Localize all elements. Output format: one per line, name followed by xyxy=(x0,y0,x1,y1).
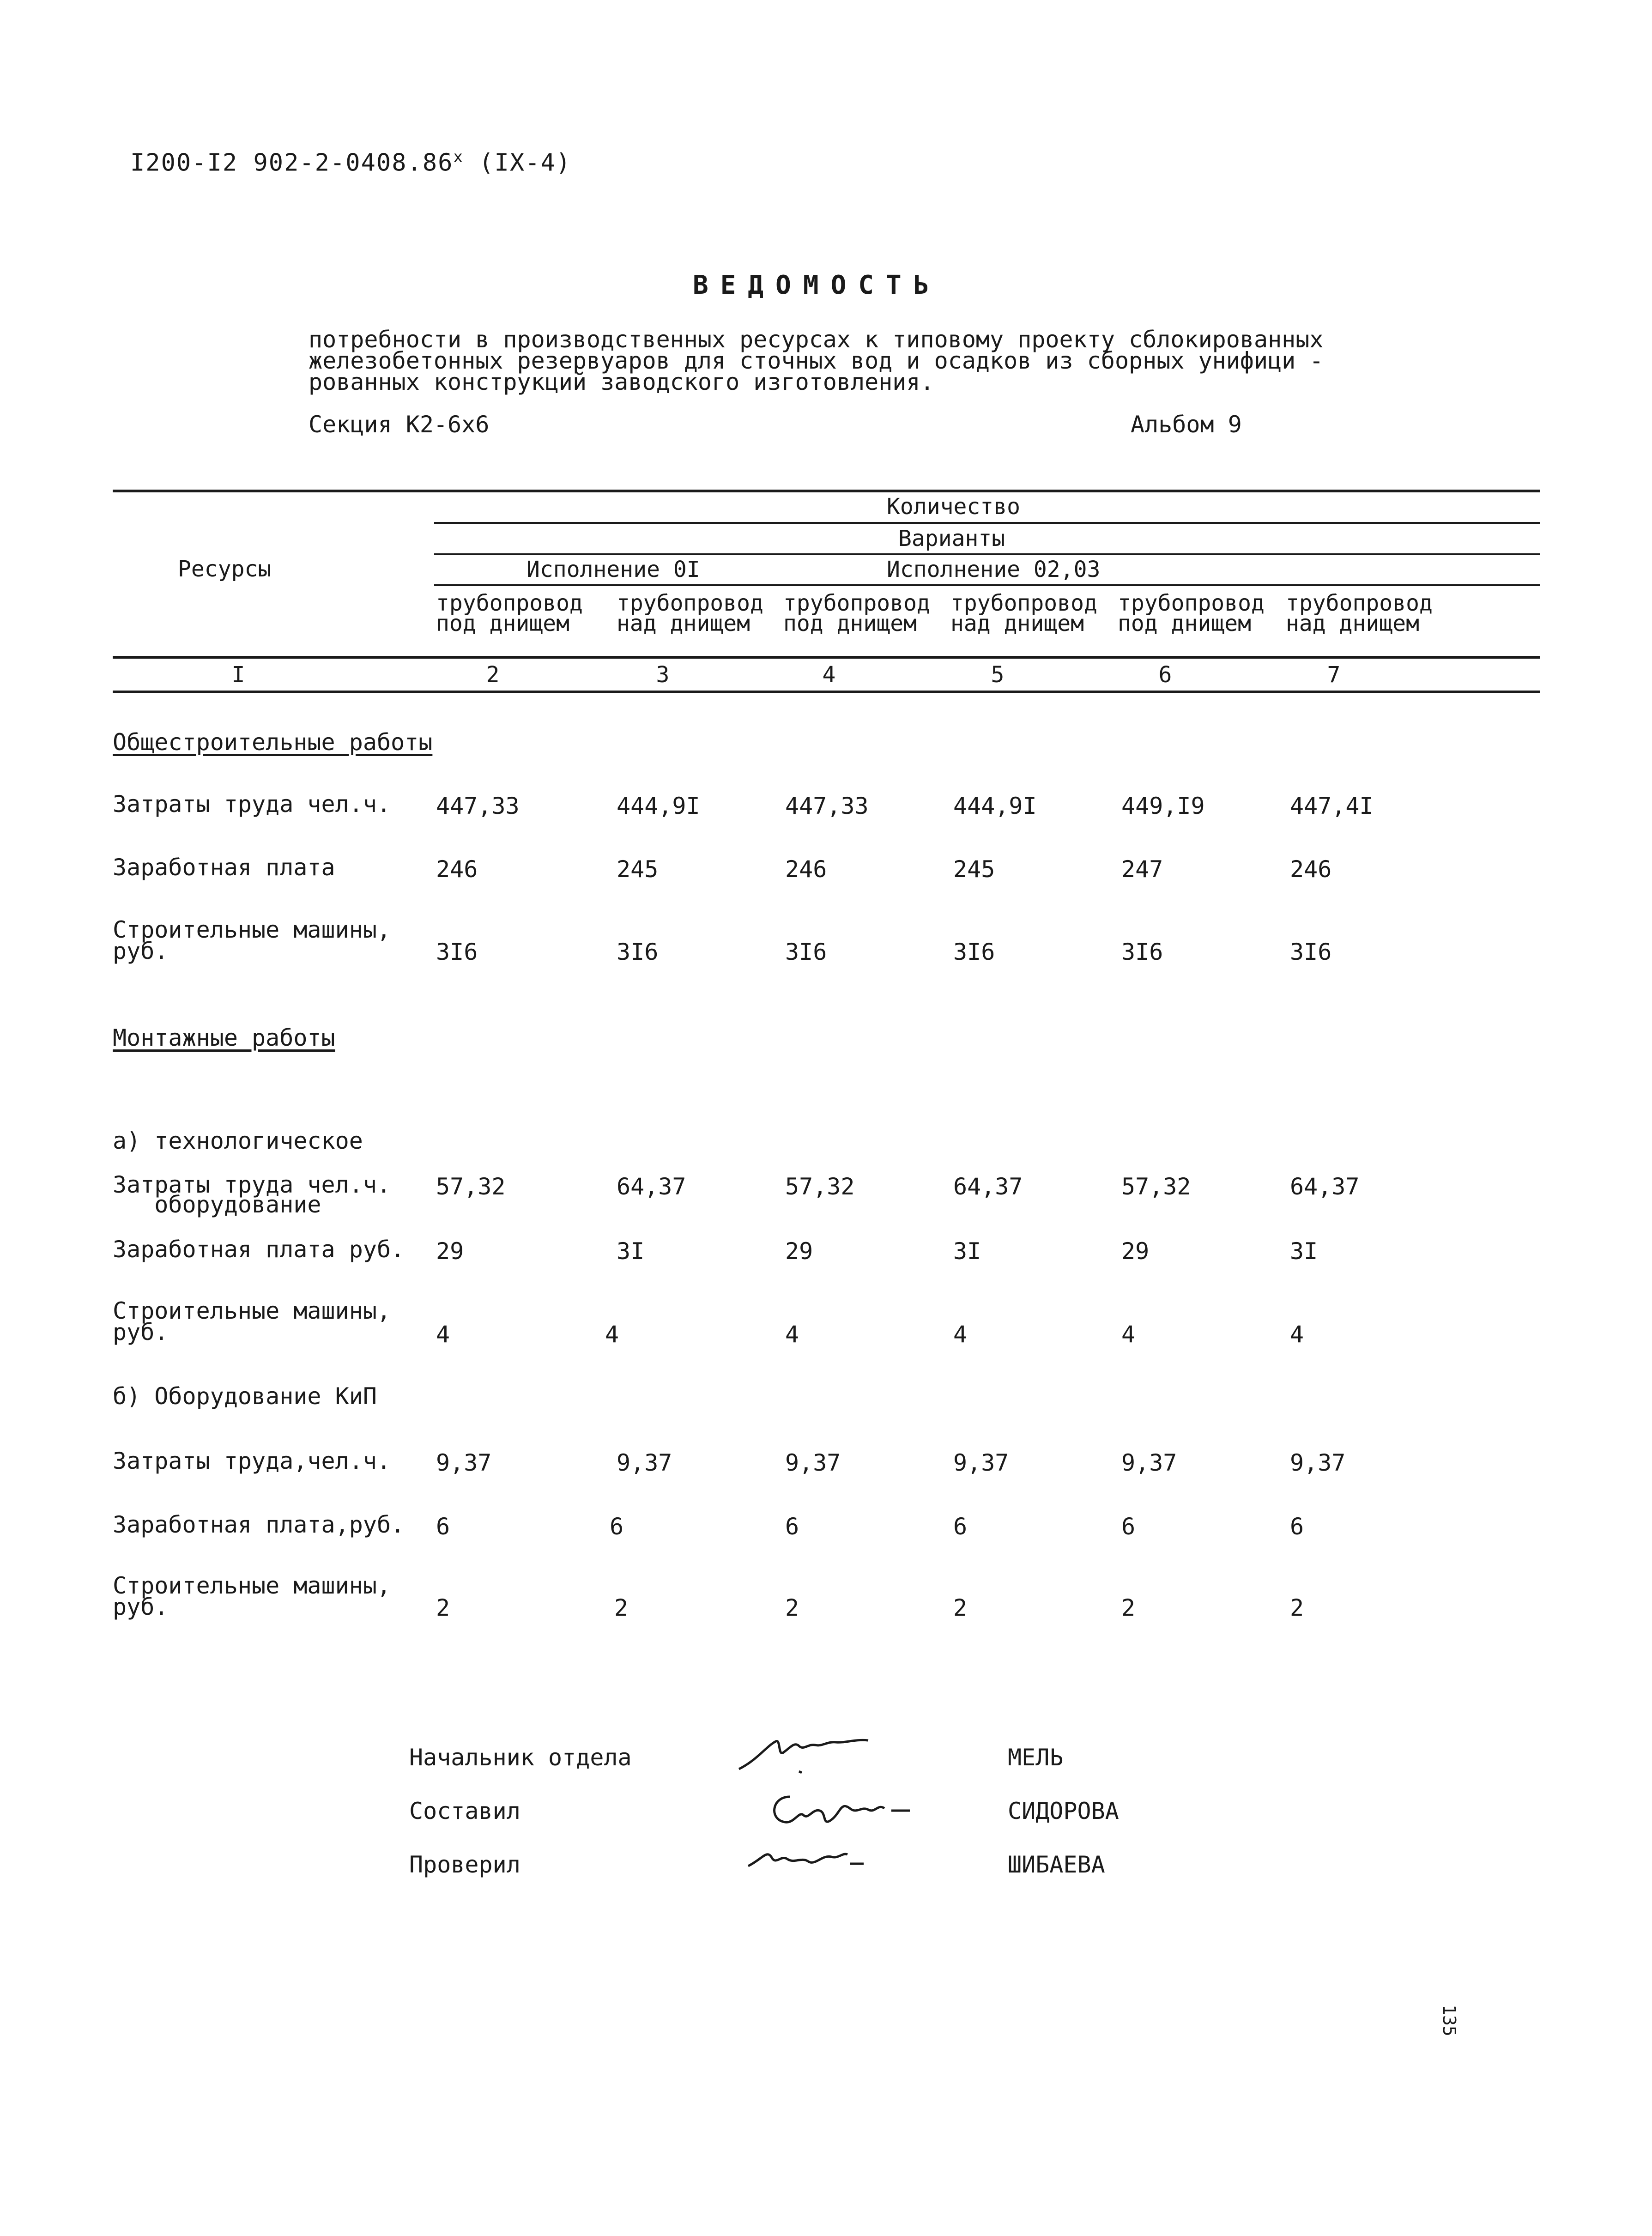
table-cell: 6 xyxy=(953,1513,968,1540)
table-cell: 2 xyxy=(1290,1594,1304,1621)
table-cell: 29 xyxy=(785,1238,813,1265)
column-number: 5 xyxy=(991,662,1005,688)
table-cell: 4 xyxy=(785,1321,799,1348)
album-label: Альбом 9 xyxy=(1131,411,1242,438)
subheader-line: над днищем xyxy=(617,611,750,636)
table-cell: 447,4I xyxy=(1290,793,1374,819)
document-code-text: I200-I2 902-2-0408.86 xyxy=(130,149,454,177)
subsection-title-line: а) технологическое xyxy=(113,1127,363,1154)
subheader-line: трубопровод xyxy=(1286,590,1433,616)
row-label-line: руб. xyxy=(113,938,169,964)
variants-rule xyxy=(434,553,1540,555)
table-cell: 9,37 xyxy=(953,1449,1009,1476)
table-cell: 444,9I xyxy=(953,793,1037,819)
table-cell: 64,37 xyxy=(1290,1173,1360,1200)
execution-02-03-header: Исполнение 02,03 xyxy=(887,557,1101,582)
table-cell: 2 xyxy=(785,1594,799,1621)
table-cell: 447,33 xyxy=(436,793,520,819)
table-cell: 6 xyxy=(610,1513,624,1540)
signature-name: МЕЛЬ xyxy=(1008,1744,1064,1771)
table-cell: 3I6 xyxy=(1121,939,1163,965)
section-general-works: Общестроительные работы xyxy=(113,729,433,756)
table-cell: 4 xyxy=(1121,1321,1136,1348)
column-numbers-rule xyxy=(113,691,1540,693)
signature-scribble-head xyxy=(730,1727,887,1778)
quantity-rule xyxy=(434,522,1540,524)
subheader-col6 xyxy=(1118,590,1265,636)
subheader-line: под днищем xyxy=(783,611,917,636)
row-label-line: руб. xyxy=(113,1594,169,1620)
document-title: ВЕДОМОСТЬ xyxy=(693,270,941,300)
row-label-line: Строительные машины, xyxy=(113,1297,391,1324)
execution-rule xyxy=(434,584,1540,586)
table-cell: 3I6 xyxy=(1290,939,1332,965)
signature-name: ШИБАЕВА xyxy=(1008,1851,1105,1878)
subheader-col7 xyxy=(1286,590,1433,636)
table-cell: 245 xyxy=(953,856,995,883)
subheader-col4 xyxy=(783,590,930,636)
table-cell: 246 xyxy=(1290,856,1332,883)
subsection-title-line: оборудование xyxy=(113,1191,321,1218)
table-cell: 4 xyxy=(605,1321,619,1348)
subsection-b-title: б) Оборудование КиП xyxy=(113,1383,377,1410)
table-cell: 4 xyxy=(953,1321,968,1348)
row-label: Затраты труда чел.ч. xyxy=(113,791,391,818)
row-label: Затраты труда чел.ч. xyxy=(113,1171,391,1198)
table-cell: 57,32 xyxy=(785,1173,855,1200)
column-number: 3 xyxy=(656,662,670,688)
subheader-line: трубопровод xyxy=(950,590,1097,616)
table-cell: 6 xyxy=(1121,1513,1136,1540)
section-assembly-works: Монтажные работы xyxy=(113,1024,335,1051)
table-cell: 2 xyxy=(436,1594,450,1621)
table-cell: 9,37 xyxy=(436,1449,492,1476)
table-cell: 2 xyxy=(614,1594,629,1621)
subsection-a-title xyxy=(113,1088,363,1236)
table-cell: 3I6 xyxy=(436,939,478,965)
table-cell: 6 xyxy=(1290,1513,1304,1540)
document-intro xyxy=(309,326,1324,395)
subheader-line: трубопровод xyxy=(1118,590,1265,616)
row-label: Заработная плата xyxy=(113,854,335,881)
table-cell: 3I xyxy=(953,1238,981,1265)
document-code-tail: (IX-4) xyxy=(463,149,572,177)
column-number: I xyxy=(231,662,245,688)
document-code-superscript: x xyxy=(453,148,464,166)
signature-scribble-compiler xyxy=(762,1783,928,1838)
subheader-col3 xyxy=(617,590,763,636)
table-cell: 57,32 xyxy=(1121,1173,1191,1200)
column-number: 6 xyxy=(1158,662,1172,688)
table-cell: 3I6 xyxy=(617,939,659,965)
subheader-col2 xyxy=(436,590,583,636)
document-code xyxy=(130,148,571,176)
row-label: Заработная плата руб. xyxy=(113,1236,405,1263)
table-cell: 29 xyxy=(1121,1238,1150,1265)
table-cell: 4 xyxy=(436,1321,450,1348)
table-cell: 64,37 xyxy=(953,1173,1023,1200)
row-label: Затраты труда,чел.ч. xyxy=(113,1448,391,1474)
table-top-rule xyxy=(113,490,1540,492)
page-number: 135 xyxy=(1439,2005,1459,2036)
table-cell: 29 xyxy=(436,1238,464,1265)
table-cell: 245 xyxy=(617,856,659,883)
column-number: 2 xyxy=(486,662,500,688)
subheader-line: над днищем xyxy=(950,611,1084,636)
row-label: Заработная плата,руб. xyxy=(113,1511,405,1538)
row-label xyxy=(113,1297,391,1345)
table-cell: 246 xyxy=(785,856,827,883)
table-cell: 9,37 xyxy=(1290,1449,1346,1476)
subheader-line: трубопровод xyxy=(783,590,930,616)
column-number: 7 xyxy=(1327,662,1341,688)
signature-name: СИДОРОВА xyxy=(1008,1798,1119,1824)
table-cell: 9,37 xyxy=(785,1449,841,1476)
table-cell: 444,9I xyxy=(617,793,700,819)
table-cell: 3I xyxy=(1290,1238,1318,1265)
subheader-line: над днищем xyxy=(1286,611,1419,636)
table-cell: 3I6 xyxy=(953,939,995,965)
intro-line: потребности в производственных ресурсах к типовому проекту сблокированных xyxy=(309,326,1324,353)
subheader-line: под днищем xyxy=(1118,611,1251,636)
variants-header: Варианты xyxy=(898,526,1005,551)
intro-line: рованных конструкций заводского изготовления. xyxy=(309,369,934,395)
table-cell: 6 xyxy=(436,1513,450,1540)
section-label: Секция К2-6х6 xyxy=(309,411,490,438)
table-cell: 64,37 xyxy=(617,1173,686,1200)
table-cell: 246 xyxy=(436,856,478,883)
table-cell: 247 xyxy=(1121,856,1163,883)
execution-01-header: Исполнение 0I xyxy=(526,557,700,582)
header-bottom-rule xyxy=(113,656,1540,659)
subheader-line: трубопровод xyxy=(436,590,583,616)
quantity-header: Количество xyxy=(887,494,1020,520)
row-label-line: руб. xyxy=(113,1319,169,1345)
table-cell: 4 xyxy=(1290,1321,1304,1348)
resources-header: Ресурсы xyxy=(178,556,272,582)
table-cell: 447,33 xyxy=(785,793,869,819)
subheader-col5 xyxy=(950,590,1097,636)
row-label xyxy=(113,1572,391,1620)
table-cell: 9,37 xyxy=(1121,1449,1177,1476)
signature-scribble-checker xyxy=(744,1841,882,1882)
table-cell: 3I6 xyxy=(785,939,827,965)
table-cell: 2 xyxy=(1121,1594,1136,1621)
row-label-line: Строительные машины, xyxy=(113,916,391,943)
row-label-line: Строительные машины, xyxy=(113,1572,391,1599)
signature-role: Проверил xyxy=(409,1851,520,1878)
intro-line: железобетонных резервуаров для сточных вод и осадков из сборных унифици - xyxy=(309,347,1324,374)
table-cell: 9,37 xyxy=(617,1449,672,1476)
table-cell: 3I xyxy=(617,1238,645,1265)
table-cell: 57,32 xyxy=(436,1173,506,1200)
column-number: 4 xyxy=(822,662,836,688)
subheader-line: под днищем xyxy=(436,611,569,636)
table-cell: 6 xyxy=(785,1513,799,1540)
table-cell: 449,I9 xyxy=(1121,793,1205,819)
signature-role: Составил xyxy=(409,1798,520,1824)
subheader-line: трубопровод xyxy=(617,590,763,616)
row-label xyxy=(113,916,391,964)
signature-role: Начальник отдела xyxy=(409,1744,632,1771)
table-cell: 2 xyxy=(953,1594,968,1621)
